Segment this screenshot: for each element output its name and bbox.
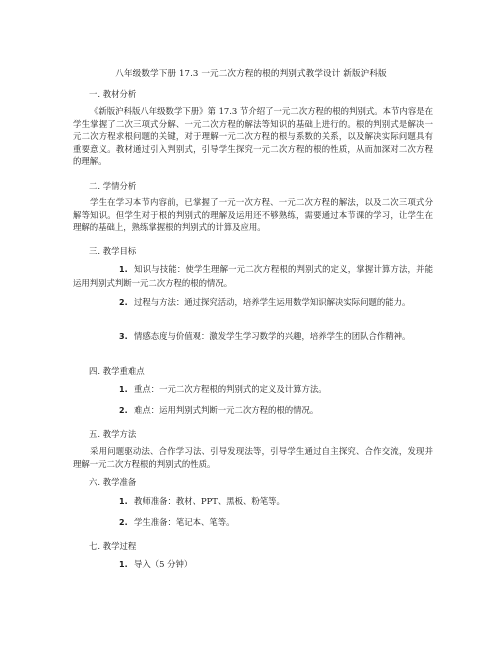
paragraph-student-analysis: 学生在学习本节内容前，已掌握了一元一次方程、一元二次方程的解法，以及二次三项式分解等知识。但学生对于根的判别式的理解及运用还不够熟练，需要通过本节课的学习，让学生在理解的基础上，熟练掌握根的判别式的计算及应用。 (73, 197, 433, 233)
list-item-text: 知识与技能：使学生理解一元二次方程根的判别式的定义，掌握计算方法，并能运用判别式判断一元二次方程的根的情况。 (73, 264, 433, 288)
list-item-number: 2. (119, 406, 128, 415)
list-item-text: 重点：一元二次方程根的判别式的定义及计算方法。 (134, 384, 327, 394)
list-item-text: 导入（5 分钟） (134, 559, 193, 569)
paragraph-teaching-methods: 采用问题驱动法、合作学习法、引导发现法等，引导学生通过自主探究、合作交流，发现并理解一元二次方程根的判别式的性质。 (73, 446, 433, 469)
list-item-text: 情感态度与价值观：激发学生学习数学的兴趣，培养学生的团队合作精神。 (134, 331, 411, 341)
list-item-process-1 (73, 558, 433, 572)
list-item-number: 1. (119, 560, 128, 569)
list-item-text: 学生准备：笔记本、笔等。 (134, 517, 235, 527)
list-item-text: 教师准备：教材、PPT、黑板、粉笔等。 (134, 496, 285, 506)
list-item-number: 1. (119, 265, 128, 274)
list-item-key-point-2 (73, 404, 433, 418)
list-item-text: 过程与方法：通过探究活动，培养学生运用数学知识解决实际问题的能力。 (134, 297, 411, 307)
list-item-number: 2. (119, 298, 128, 307)
document-title: 八年级数学下册 17.3 一元二次方程的根的判别式教学设计 新版沪科版 (115, 69, 387, 79)
list-item-goal-2 (73, 296, 433, 310)
section-heading-key-points: 四. 教学重难点 (89, 366, 145, 376)
list-item-text: 难点：运用判别式判断一元二次方程的根的情况。 (134, 405, 319, 415)
section-heading-teaching-process: 七. 教学过程 (89, 541, 137, 551)
list-item-number: 3. (119, 332, 128, 341)
list-item-goal-3 (73, 330, 433, 344)
list-item-number: 1. (119, 497, 128, 506)
list-item-preparation-1 (73, 495, 433, 509)
list-item-goal-1 (73, 263, 433, 289)
list-item-number: 1. (119, 385, 128, 394)
list-item-preparation-2 (73, 516, 433, 530)
section-heading-teaching-goals: 三. 教学目标 (89, 246, 137, 256)
list-item-key-point-1 (73, 383, 433, 397)
section-heading-student-analysis: 二. 学情分析 (89, 181, 137, 191)
section-heading-textbook-analysis: 一. 教材分析 (89, 89, 137, 99)
section-heading-teaching-methods: 五. 教学方法 (89, 429, 137, 439)
paragraph-textbook-analysis: 《新版沪科版八年级数学下册》第 17.3 节介绍了一元二次方程的根的判别式。本节内容是在学生掌握了二次三项式分解、一元二次方程的解法等知识的基础上进行的。根的判别式是解决一元二次方程求根问题的关键，对于理解一元二次方程的根与系数的关系，以及解决实际问题具有重要意义。教材通过引入判别式，引导学生探究一元二次方程的根的性质，从而加深对二次方程的理解。 (73, 106, 433, 167)
section-heading-teaching-preparation: 六. 教学准备 (89, 477, 137, 487)
list-item-number: 2. (119, 518, 128, 527)
